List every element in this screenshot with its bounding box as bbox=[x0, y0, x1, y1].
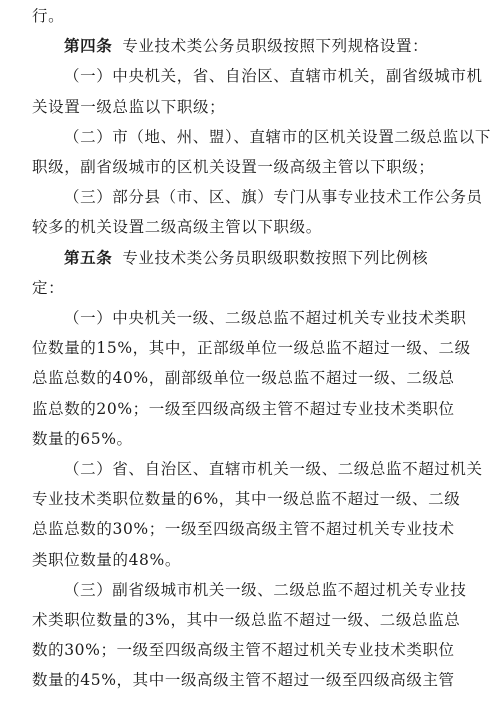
text-line-14 bbox=[32, 397, 500, 421]
line-text: 职级，副省级城市的区机关设置一级高级主管以下职级； bbox=[32, 158, 435, 176]
line-text: （一）中央机关，省、自治区、直辖市机关，副省级城市机 bbox=[64, 67, 483, 86]
article-line-2 bbox=[64, 34, 500, 58]
line-text: 专业技术类公务员职级职数按照下列比例核 bbox=[122, 248, 429, 267]
text-line-17 bbox=[32, 487, 500, 511]
text-line-13 bbox=[32, 366, 500, 390]
line-text: 总监总数的30%；一级至四级高级主管不超过机关专业技术 bbox=[32, 520, 455, 539]
text-line-7 bbox=[64, 185, 500, 209]
text-line-4 bbox=[32, 95, 500, 119]
line-text: （二）市（地、州、盟）、直辖市的区机关设置二级总监以下 bbox=[64, 127, 491, 146]
text-line-1 bbox=[32, 4, 500, 28]
article-heading: 第五条 bbox=[64, 247, 113, 267]
text-line-23 bbox=[32, 668, 500, 692]
line-text: 数的30%；一级至四级高级主管不超过机关专业技术类职位 bbox=[32, 641, 455, 660]
line-text: （三）副省级城市机关一级、二级总监不超过机关专业技 bbox=[64, 580, 467, 599]
line-text: 行。 bbox=[32, 7, 65, 25]
line-text: 术类职位数量的3%，其中一级总监不超过一级、二级总监总 bbox=[32, 611, 461, 629]
line-text: 类职位数量的48%。 bbox=[32, 550, 181, 569]
line-text: 关设置一级总监以下职级； bbox=[32, 97, 226, 116]
line-text: （一）中央机关一级、二级总监不超过机关专业技术类职 bbox=[64, 309, 467, 327]
text-line-8 bbox=[32, 215, 500, 239]
text-line-16 bbox=[64, 457, 500, 481]
article-heading: 第四条 bbox=[64, 36, 113, 56]
text-line-11 bbox=[64, 306, 500, 330]
text-line-6 bbox=[32, 155, 500, 179]
text-line-3 bbox=[64, 64, 500, 88]
line-text: 总监总数的40%，副部级单位一级总监不超过一级、二级总 bbox=[32, 369, 455, 388]
text-line-19 bbox=[32, 548, 500, 572]
line-text: 数量的45%，其中一级高级主管不超过一级至四级高级主管 bbox=[32, 671, 455, 690]
line-text: 专业技术类职位数量的6%，其中一级总监不超过一级、二级 bbox=[32, 490, 461, 509]
text-line-10 bbox=[32, 276, 500, 300]
line-text: 较多的机关设置二级高级主管以下职级。 bbox=[32, 218, 322, 237]
text-line-15 bbox=[32, 427, 500, 451]
line-text: 位数量的15%，其中，正部级单位一级总监不超过一级、二级 bbox=[32, 339, 471, 358]
text-line-20 bbox=[64, 578, 500, 602]
article-line-9 bbox=[64, 246, 500, 270]
line-text: 专业技术类公务员职级按照下列规格设置： bbox=[122, 37, 429, 56]
text-line-5 bbox=[64, 125, 500, 149]
text-line-12 bbox=[32, 336, 500, 360]
line-text: 数量的65%。 bbox=[32, 429, 133, 448]
text-line-21 bbox=[32, 608, 500, 632]
line-text: 定： bbox=[32, 278, 65, 297]
line-text: （二）省、自治区、直辖市机关一级、二级总监不超过机关 bbox=[64, 460, 483, 478]
text-line-18 bbox=[32, 517, 500, 541]
line-text: （三）部分县（市、区、旗）专门从事专业技术工作公务员 bbox=[64, 188, 483, 207]
line-text: 监总数的20%；一级至四级高级主管不超过专业技术类职位 bbox=[32, 399, 455, 418]
text-line-22 bbox=[32, 638, 500, 662]
